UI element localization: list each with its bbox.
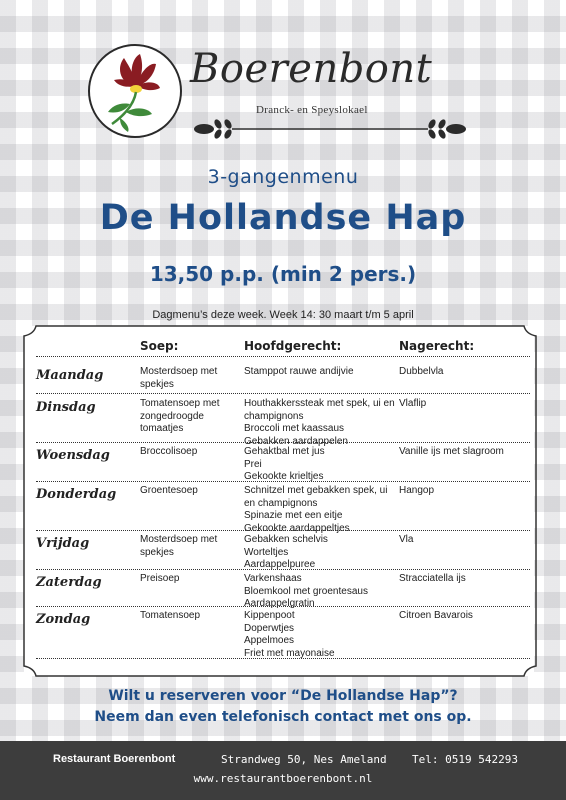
footer-restaurant-name: Restaurant Boerenbont <box>53 753 176 765</box>
dessert-cell: Stracciatella ijs <box>399 573 466 584</box>
soup-cell: Tomatensoep <box>140 610 201 621</box>
main-cell: Gebakken schelvis Worteltjes Aardappelpuree <box>244 534 328 570</box>
day-label: Vrijdag <box>36 536 90 551</box>
day-label: Zaterdag <box>36 575 102 590</box>
dessert-cell: Vla <box>399 534 414 545</box>
divider <box>36 481 530 482</box>
brand-subtitle: Dranck- en Speyslokael <box>256 104 368 116</box>
divider <box>36 393 530 394</box>
logo <box>88 44 182 138</box>
dessert-cell: Hangop <box>399 485 435 496</box>
footer-website-link[interactable]: www.restaurantboerenbont.nl <box>193 772 373 785</box>
dessert-cell: Citroen Bavarois <box>399 610 473 621</box>
divider <box>36 442 530 443</box>
soup-cell: Broccolisoep <box>140 446 198 457</box>
divider <box>36 569 530 570</box>
soup-cell: Groentesoep <box>140 485 198 496</box>
day-label: Woensdag <box>36 448 110 463</box>
page-title: De Hollandse Hap <box>99 198 467 238</box>
main-cell: Schnitzel met gebakken spek, ui en champignons Spinazie met een eitje Gekookte aardappeltjes <box>244 485 388 534</box>
main-cell: Varkenshaas Bloemkool met groentesaus Aardappelgratin <box>244 573 368 609</box>
footer <box>0 741 566 800</box>
soup-cell: Preisoep <box>140 573 180 584</box>
divider <box>36 530 530 531</box>
flower-icon <box>90 46 180 136</box>
dessert-cell: Vanille ijs met slagroom <box>399 446 504 457</box>
reservation-cta <box>0 686 566 728</box>
cta-line-1: Wilt u reserveren voor “De Hollandse Hap”? <box>108 688 458 704</box>
main-cell: Stamppot rauwe andijvie <box>244 366 354 377</box>
main-cell: Houthakkerssteak met spek, ui en champignons Broccoli met kaassaus Gebakken aardappelen <box>244 398 395 447</box>
main-cell: Gehaktbal met jus Prei Gekookte krieltjes <box>244 446 325 482</box>
ornament-divider-icon <box>192 118 468 140</box>
day-label: Donderdag <box>36 487 117 502</box>
soup-cell: Mosterdsoep met spekjes <box>140 366 218 390</box>
dessert-cell: Vlaflip <box>399 398 427 409</box>
cta-line-2: Neem dan even telefonisch contact met ons op. <box>94 709 472 725</box>
divider <box>36 606 530 607</box>
soup-cell: Mosterdsoep met spekjes <box>140 534 218 558</box>
day-label: Maandag <box>36 368 104 383</box>
soup-column-header: Soep: <box>140 339 179 353</box>
soup-cell: Tomatensoep met zongedroogde tomaatjes <box>140 398 220 434</box>
footer-address: Strandweg 50, Nes Ameland <box>221 753 387 766</box>
dessert-column-header: Nagerecht: <box>399 339 475 353</box>
menu-kicker: 3-gangenmenu <box>207 166 359 188</box>
divider <box>36 356 530 357</box>
price-line: 13,50 p.p. (min 2 pers.) <box>149 262 417 286</box>
divider <box>36 658 530 659</box>
dessert-cell: Dubbelvla <box>399 366 444 377</box>
brand-name: Boerenbont <box>190 46 433 92</box>
week-note: Dagmenu’s deze week. Week 14: 30 maart t/m 5 april <box>152 309 414 321</box>
day-label: Dinsdag <box>36 400 96 415</box>
main-column-header: Hoofdgerecht: <box>244 339 342 353</box>
day-label: Zondag <box>36 612 91 627</box>
main-cell: Kippenpoot Doperwtjes Appelmoes Friet met mayonaise <box>244 610 335 659</box>
footer-phone: Tel: 0519 542293 <box>412 753 518 766</box>
